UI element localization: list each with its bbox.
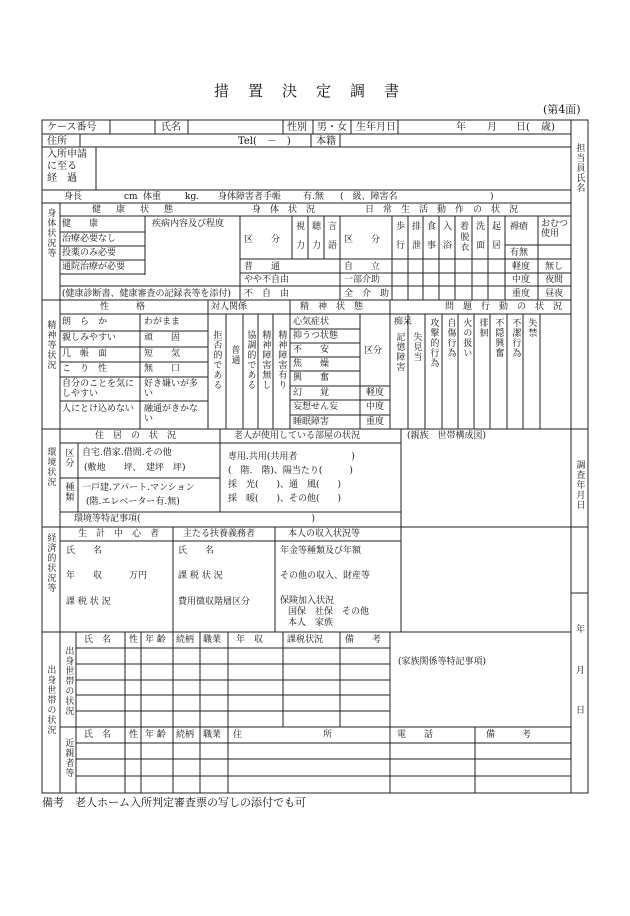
adl-grade: 全 介 助 <box>344 289 390 299</box>
right-grade: 中度 <box>512 275 531 285</box>
health-item[interactable]: 投薬のみ必要 <box>62 248 117 258</box>
right-grade-opt: 無し <box>545 262 564 272</box>
speech-col-2: 語 <box>328 241 338 251</box>
adl-grade: 自 立 <box>344 262 381 272</box>
adl-col: 食 <box>427 222 437 232</box>
grade-normal: 普 通 <box>244 262 281 272</box>
behavior-item[interactable]: 痴呆 <box>394 317 413 327</box>
trait-item[interactable]: 親しみやすい <box>62 333 117 343</box>
housing-kubun-label: 区分 <box>63 448 74 468</box>
insurance-options[interactable]: 国保 社保 その他 <box>288 607 370 617</box>
health-note: (健康診断書、健康審査の記録表等を添付) <box>62 289 232 299</box>
adl-col-2: 泄 <box>412 241 422 251</box>
adl-col-2: 面 <box>476 241 486 251</box>
mental-state-item[interactable]: 睡眠障害 <box>293 417 330 427</box>
page-title: 措置決定調書 <box>214 82 419 100</box>
disability-close-paren: ) <box>490 192 494 202</box>
behavior-item[interactable]: 不潔行為 <box>510 318 521 358</box>
env-section-label: 環境状況 <box>45 447 56 487</box>
mental-state-item[interactable]: 興 奮 <box>293 373 330 383</box>
econ-section-label: 経済的状況等 <box>45 533 56 593</box>
hearing-col-2: 力 <box>312 241 322 251</box>
room-line[interactable]: ( 階. 階)、陽当たり( ) <box>228 466 353 476</box>
trait-item[interactable]: 無 口 <box>144 364 181 374</box>
trait-item[interactable]: 朗 ら か <box>62 317 108 327</box>
mental-section-label: 精神等状況 <box>45 320 56 370</box>
behavior-item[interactable]: 攻撃的行為 <box>428 318 439 368</box>
health-item[interactable]: 治療必要なし <box>62 234 117 244</box>
origin-household-label: 出身世帯の状況 <box>63 646 74 716</box>
cm-unit: cm <box>124 192 138 202</box>
trait-item[interactable]: 好き嫌いが多い <box>144 379 199 400</box>
breadwinner-tax: 課 税 状 況 <box>66 597 111 607</box>
behavior-item[interactable]: 記憶障害 <box>394 332 405 372</box>
adl-col: 起 <box>492 222 502 232</box>
breadwinner-header: 生 計 中 心 者 <box>78 529 160 539</box>
health-item[interactable]: 健 康 <box>62 219 99 229</box>
survey-year: 年 <box>576 625 586 635</box>
speech-col: 言 <box>328 222 338 232</box>
housing-header: 住 居 の 状 況 <box>95 431 177 441</box>
mental-disorder-present[interactable]: 精神障害有り <box>276 330 287 390</box>
relation-item[interactable]: 拒否的である <box>211 330 222 390</box>
trait-item[interactable]: こ り 性 <box>62 364 108 374</box>
housing-type-label: 種類 <box>63 482 74 502</box>
dob-label: 生年月日 <box>356 122 396 133</box>
dob-month: 月 <box>487 122 497 133</box>
trait-item[interactable]: 短 気 <box>144 349 181 359</box>
mental-disorder-none[interactable]: 精神障害無し <box>260 330 271 390</box>
family-structure-label: (親族 世帯構成図) <box>407 431 487 441</box>
mental-level: 重度 <box>366 417 385 427</box>
right-grade-opt: 昼夜 <box>545 289 564 299</box>
staff-name-label: 担当員氏名 <box>574 143 585 193</box>
env-special-notes[interactable]: 環境等特記事項( ) <box>74 514 316 524</box>
supporter-tax: 課 税 状 況 <box>178 571 223 581</box>
col-header: 性 <box>129 635 139 645</box>
disability-handbook-label: 身体障害者手帳 <box>218 192 282 202</box>
health-status-header: 健 康 状 態 <box>92 205 177 215</box>
trait-item[interactable]: 几 帳 面 <box>62 349 108 359</box>
col-header-2: 電 話 <box>397 730 434 740</box>
dob-day: 日( <box>516 122 530 133</box>
col-header-2: 住 所 <box>233 730 333 740</box>
supporter-header: 主たる扶養義務者 <box>183 529 256 539</box>
col-header: 課税状況 <box>287 635 324 645</box>
adl-col: 排 <box>412 222 422 232</box>
trait-item[interactable]: わがまま <box>144 317 181 327</box>
mental-state-header: 精 神 状 態 <box>300 302 364 312</box>
mental-level: 中度 <box>366 402 385 412</box>
room-line[interactable]: 採 暖( )、その他( ) <box>228 494 342 504</box>
trait-item[interactable]: 人にとけ込めない <box>62 404 135 414</box>
behavior-item[interactable]: 失禁 <box>526 318 537 338</box>
adl-col-2: 事 <box>427 241 437 251</box>
survey-day: 日 <box>576 706 586 716</box>
adl-col: 入 <box>443 222 453 232</box>
relations-header: 対人関係 <box>211 302 248 312</box>
physical-status-header: 身 体 状 況 <box>252 205 316 215</box>
physical-kubun: 区 分 <box>244 235 281 245</box>
sex-options[interactable]: 男・女 <box>317 122 347 133</box>
household-section-label: 出身世帯の状況 <box>45 665 56 735</box>
adl-col: 着 <box>460 222 470 232</box>
mental-state-item[interactable]: 抑うつ状態 <box>293 331 339 341</box>
behavior-item[interactable]: 不隠興奮 <box>493 318 504 358</box>
col-header: 職業 <box>203 635 222 645</box>
right-grade: 重度 <box>512 289 531 299</box>
trait-item[interactable]: 融通がきかない <box>144 404 199 425</box>
room-line[interactable]: 専用.共用(共用者 ) <box>228 452 355 462</box>
health-item[interactable]: 通院治療が必要 <box>62 262 126 272</box>
application-history-label: 入所申請 に至る 経 過 <box>47 149 87 184</box>
age-label: 歳) <box>541 122 555 133</box>
footnote: 備考 老人ホーム入所判定審査票の写しの添付でも可 <box>42 796 306 809</box>
room-line[interactable]: 採 光( )、通 風( ) <box>228 480 342 490</box>
disability-yes-no[interactable]: 有.無 <box>303 192 324 202</box>
mental-level: 軽度 <box>366 388 385 398</box>
mental-state-item[interactable]: 心気症状 <box>293 317 330 327</box>
grade-slight: やや不自由 <box>244 275 290 285</box>
mental-state-item[interactable]: 幻 覚 <box>293 388 330 398</box>
sex-label: 性別 <box>287 122 307 133</box>
adl-col: 洗 <box>476 222 486 232</box>
relation-item[interactable]: 協調的である <box>245 330 256 390</box>
relatives-label: 近親者等 <box>63 738 74 778</box>
family-notes-label: (家族関係等特記事項) <box>398 657 487 667</box>
page-number-label: (第4面) <box>543 103 581 116</box>
housing-type[interactable]: 一戸建.アパート.マンション <box>82 483 195 493</box>
col-header: 年 齢 <box>145 635 166 645</box>
col-header: 年 収 <box>236 635 264 645</box>
col-header-2: 備 考 <box>486 730 532 740</box>
tel-label: Tel( － ) <box>238 136 291 147</box>
disability-grade-label: ( 級、障害名 <box>340 192 398 202</box>
vision-col-2: 力 <box>296 241 306 251</box>
survey-date-label: 調査年月日 <box>574 460 585 510</box>
disease-detail-label: 疾病内容及び程度 <box>152 219 225 229</box>
mental-state-item[interactable]: 焦 燥 <box>293 359 330 369</box>
vision-col: 視 <box>296 222 306 232</box>
supporter-name: 氏 名 <box>178 546 215 556</box>
adl-col-2: 居 <box>492 241 502 251</box>
col-header: 続柄 <box>176 635 195 645</box>
adl-grade: 一部介助 <box>344 275 381 285</box>
room-header: 老人が使用している部屋の状況 <box>234 431 361 441</box>
col-header-2: 性 <box>129 730 139 740</box>
height-label: 身長 <box>64 192 83 202</box>
adl-col-2: 行 <box>396 241 406 251</box>
body-status-section-label: 身体状況等 <box>45 208 56 258</box>
mental-state-item[interactable]: 不 安 <box>293 345 330 355</box>
trait-item[interactable]: 頑 固 <box>144 333 181 343</box>
behavior-header: 問 題 行 動 の 状 況 <box>445 302 563 312</box>
bedsore-yes-no[interactable]: 有無 <box>510 248 529 258</box>
grade-impaired: 不 自 由 <box>244 289 290 299</box>
adl-header: 日 常 生 活 動 作 の 状 況 <box>365 205 519 215</box>
adl-col-2: 浴 <box>443 241 453 251</box>
housing-kubun[interactable]: 自宅.借家.借間.その他 <box>82 448 172 458</box>
other-income-label: その他の収入、財産等 <box>280 571 371 581</box>
honseki-label: 本籍 <box>316 136 336 147</box>
col-header: 備 考 <box>345 635 382 645</box>
behavior-item[interactable]: 自傷行為 <box>445 318 456 358</box>
right-grade: 軽度 <box>512 262 531 272</box>
trait-item[interactable]: 自分のことを気にしやすい <box>62 379 135 400</box>
adl-kubun: 区 分 <box>344 235 381 245</box>
address-label: 住所 <box>47 136 67 147</box>
breadwinner-name: 氏 名 <box>66 546 103 556</box>
kg-unit: kg. <box>185 192 200 202</box>
col-header-2: 職業 <box>203 730 222 740</box>
weight-label: 体重 <box>143 192 162 202</box>
survey-month: 月 <box>576 666 586 676</box>
name-label: 氏名 <box>161 122 181 133</box>
mental-kubun: 区分 <box>364 346 383 356</box>
insurance-options-2[interactable]: 本人 家族 <box>288 618 334 628</box>
col-header-2: 氏 名 <box>84 730 112 740</box>
burden-class: 費用徴収階層区分 <box>178 597 251 607</box>
dob-year: 年 <box>456 122 466 133</box>
col-header-2: 年 齢 <box>145 730 166 740</box>
bedsore-label: 褥瘡 <box>510 222 529 232</box>
income-header: 本人の収入状況等 <box>288 529 361 539</box>
personality-header: 性 格 <box>100 302 146 312</box>
housing-area[interactable]: (敷地 坪、 建坪 坪) <box>84 463 186 473</box>
col-header: 氏 名 <box>84 635 112 645</box>
housing-floor[interactable]: (階.エレベーター有.無) <box>86 497 180 507</box>
behavior-item[interactable]: 火の扱い <box>461 318 472 358</box>
case-number-label: ケース番号 <box>47 122 97 133</box>
behavior-item[interactable]: 失見当 <box>411 332 422 362</box>
hearing-col: 聴 <box>312 222 322 232</box>
breadwinner-annual: 年 収 万円 <box>66 571 148 581</box>
mental-state-item[interactable]: 妄想せん妄 <box>293 402 339 412</box>
adl-col: 歩 <box>396 222 406 232</box>
right-grade-opt: 夜間 <box>545 275 564 285</box>
adl-col-2: 脱衣 <box>458 232 469 252</box>
insurance-label: 保険加入状況 <box>280 596 335 606</box>
behavior-item[interactable]: 徘徊 <box>477 318 488 338</box>
diaper-label: おむつ使用 <box>541 219 569 240</box>
relation-item[interactable]: 普通 <box>229 345 240 365</box>
col-header-2: 続柄 <box>176 730 195 740</box>
pension-label: 年金等種類及び年額 <box>280 546 362 556</box>
